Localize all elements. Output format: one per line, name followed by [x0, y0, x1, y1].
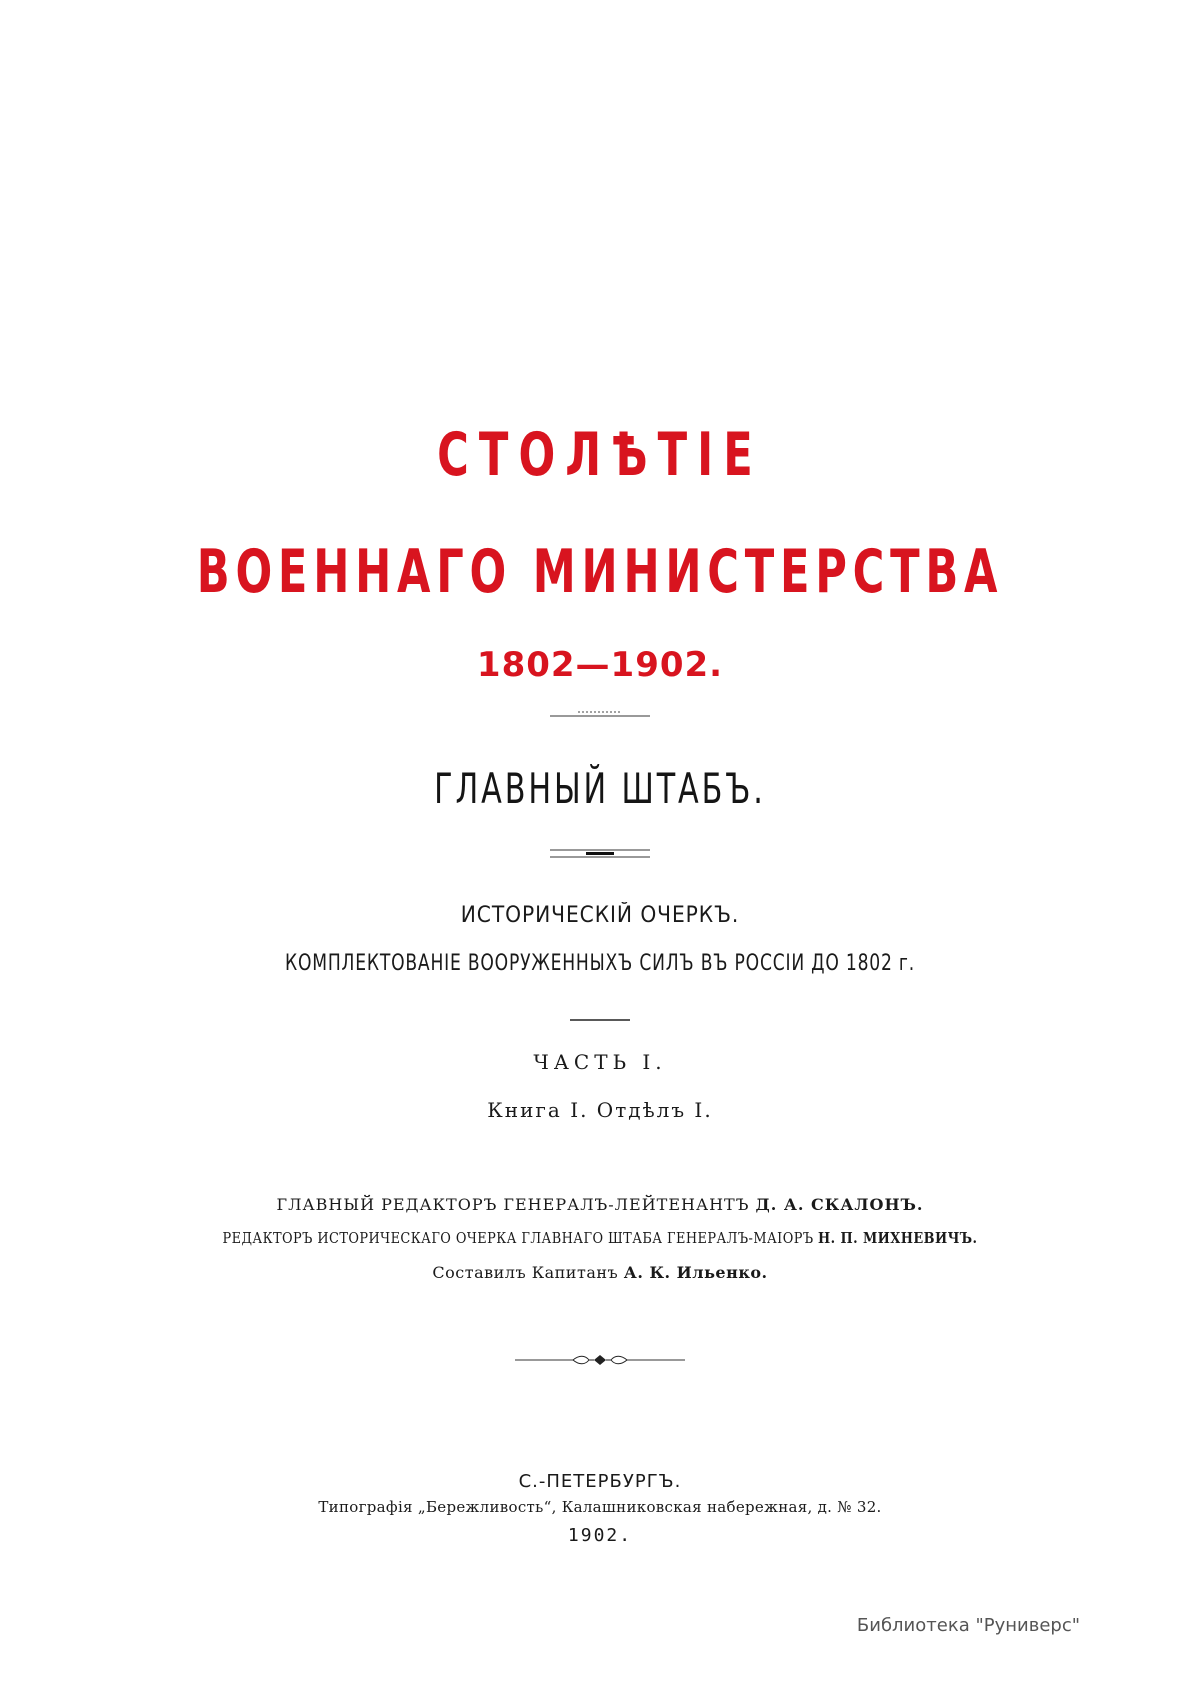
subtitle: ГЛАВНЫЙ ШТАБЪ. — [434, 764, 766, 813]
title-line-2: ВОЕННАГО МИНИСТЕРСТВА — [196, 537, 1004, 607]
ornament-rule-3 — [0, 1013, 1200, 1027]
title-line-1: СТОЛѢТІЕ — [437, 420, 763, 490]
editor-name: Н. П. МИХНЕВИЧЪ. — [818, 1229, 978, 1247]
chief-editor-role: ГЛАВНЫЙ РЕДАКТОРЪ ГЕНЕРАЛЪ-ЛЕЙТЕНАНТЪ — [276, 1195, 750, 1214]
credit-author — [0, 1265, 1200, 1281]
essay-kind: ИСТОРИЧЕСКІЙ ОЧЕРКЪ. — [460, 903, 740, 928]
essay-topic: КОМПЛЕКТОВАНІЕ ВООРУЖЕННЫХЪ СИЛЪ ВЪ РОССІИ ДО 1802 г. — [285, 951, 915, 976]
volume-part: ЧАСТЬ I. — [533, 1050, 667, 1074]
chief-editor-name: Д. А. СКАЛОНЪ. — [755, 1195, 924, 1214]
ornament-rule-1 — [0, 707, 1200, 721]
imprint-year: 1902. — [567, 1525, 633, 1546]
ornament-flourish — [0, 1353, 1200, 1367]
volume-book: Книга I. Отдѣлъ I. — [487, 1098, 713, 1122]
title-years: 1802—1902. — [476, 645, 724, 685]
credit-editor — [84, 1231, 1116, 1246]
ornament-rule-2 — [0, 846, 1200, 860]
credit-chief-editor — [0, 1197, 1200, 1213]
author-role: Составилъ Капитанъ — [432, 1263, 619, 1282]
editor-role: РЕДАКТОРЪ ИСТОРИЧЕСКАГО ОЧЕРКА ГЛАВНАГО ШТАБА ГЕНЕРАЛЪ-МАІОРЪ — [222, 1229, 814, 1247]
library-watermark: Библиотека "Руниверс" — [856, 1615, 1080, 1636]
author-name: А. К. Ильенко. — [623, 1263, 768, 1282]
imprint-city: С.-ПЕТЕРБУРГЪ. — [518, 1471, 682, 1492]
imprint-press: Типографія „Бережливость“, Калашниковская набережная, д. № 32. — [318, 1498, 882, 1516]
